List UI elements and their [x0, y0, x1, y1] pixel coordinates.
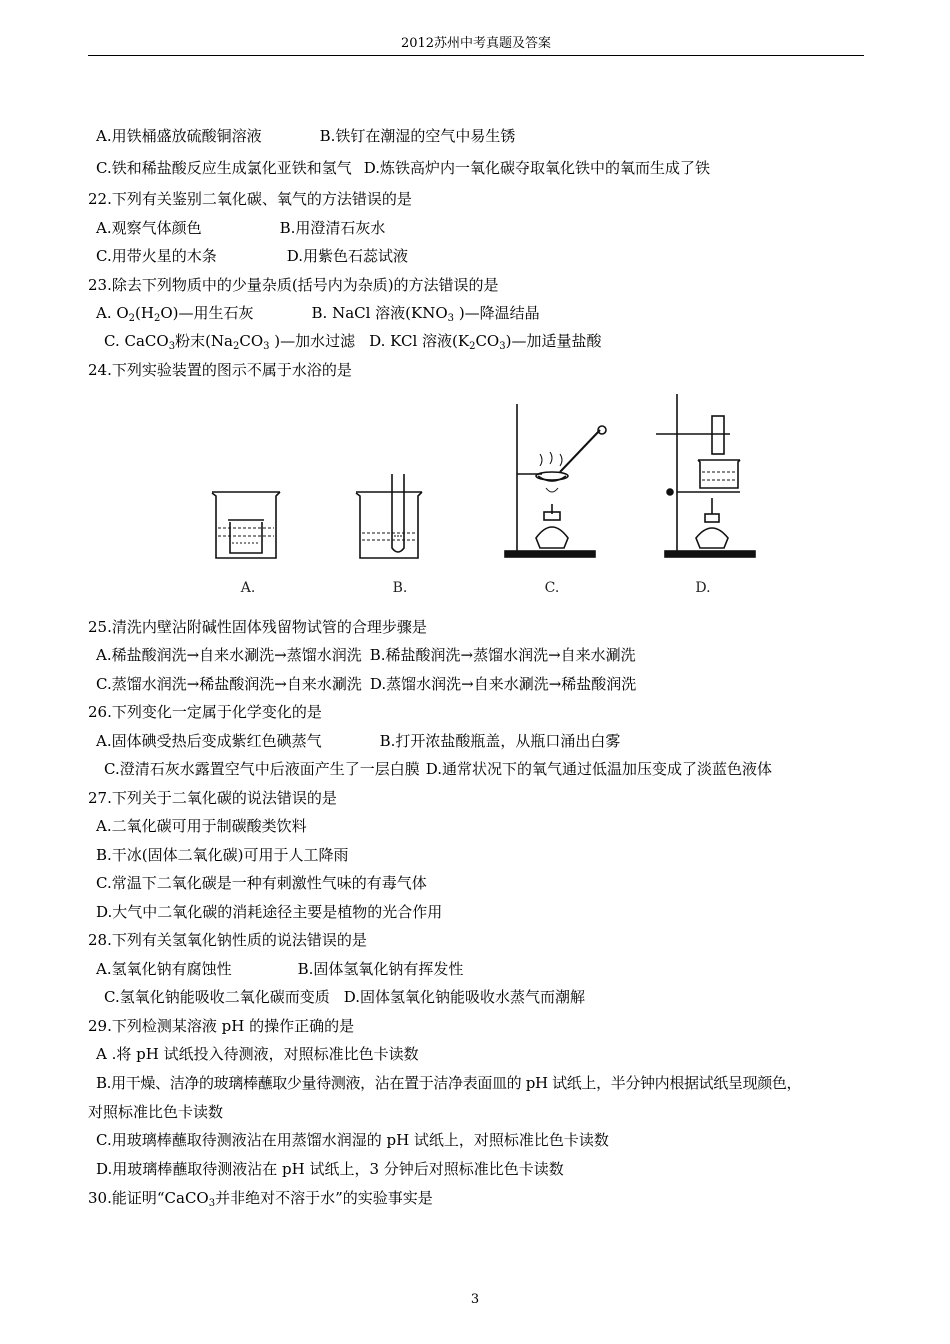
q28-option-a: A.氢氧化钠有腐蚀性	[96, 960, 232, 978]
q25-option-c: C.蒸馏水润洗→稀盐酸润洗→自来水涮洗	[96, 675, 362, 693]
q22-option-b: B.用澄清石灰水	[279, 219, 386, 237]
header-divider	[88, 55, 864, 56]
q23-option-a: A. $O_2(H_2O)—$用生石灰	[96, 304, 254, 324]
q28-option-c: C.氢氧化钠能吸收二氧化碳而变质	[104, 988, 330, 1006]
q27-stem: 27.下列关于二氧化碳的说法错误的是	[88, 789, 337, 807]
figure-label-b: B.	[392, 580, 408, 596]
q26-options-ab	[96, 731, 620, 751]
q28-options-ab	[96, 959, 463, 979]
q26-option-d: D.通常状况下的氧气通过低温加压变成了淡蓝色液体	[425, 760, 772, 778]
q29-stem: 29.下列检测某溶液 pH 的操作正确的是	[88, 1017, 355, 1035]
q29-option-b-line1: B.用干燥、洁净的玻璃棒蘸取少量待测液，沾在置于洁净表面皿的 pH 试纸上，半分钟内根据试纸呈现颜色，	[96, 1074, 802, 1092]
apparatus-b	[356, 474, 422, 558]
figure-label-d: D.	[695, 580, 711, 596]
q23-options-ab	[96, 303, 540, 323]
q28-options-cd	[104, 987, 585, 1007]
q26-option-b: B.打开浓盐酸瓶盖，从瓶口涌出白雾	[379, 732, 621, 750]
q29-option-d: D.用玻璃棒蘸取待测液沾在 pH 试纸上，3 分钟后对照标准比色卡读数	[96, 1160, 564, 1178]
q26-stem: 26.下列变化一定属于化学变化的是	[88, 703, 322, 721]
q21-option-d: D.炼铁高炉内一氧化碳夺取氧化铁中的氧而生成了铁	[363, 159, 710, 177]
q21-options-ab	[96, 126, 515, 146]
q22-options-ab	[96, 218, 385, 238]
q27-option-c: C.常温下二氧化碳是一种有刺激性气味的有毒气体	[96, 874, 427, 892]
q22-option-c: C.用带火星的木条	[96, 247, 217, 265]
q28-option-b: B.固体氢氧化钠有挥发性	[297, 960, 464, 978]
q29-option-a: A .将 pH 试纸投入待测液，对照标准比色卡读数	[96, 1045, 419, 1063]
q23-stem: 23.除去下列物质中的少量杂质(括号内为杂质)的方法错误的是	[88, 276, 499, 294]
q25-options-ab	[96, 645, 636, 665]
page-number: 3	[470, 1292, 480, 1307]
q26-option-c: C.澄清石灰水露置空气中后液面产生了一层白膜	[104, 760, 420, 778]
q23-option-d: D. KCl 溶液$(K_2CO_3)—$加适量盐酸	[369, 332, 602, 352]
q21-option-a: A.用铁桶盛放硫酸铜溶液	[96, 127, 262, 145]
q22-option-a: A.观察气体颜色	[96, 219, 202, 237]
q27-option-d: D.大气中二氧化碳的消耗途径主要是植物的光合作用	[96, 903, 443, 921]
q23-option-b: B. NaCl 溶液($KNO_3$ )—降温结晶	[311, 304, 540, 324]
q28-stem: 28.下列有关氢氧化钠性质的说法错误的是	[88, 931, 367, 949]
q22-options-cd	[96, 246, 408, 266]
q30-stem: 30.能证明“CaCO$_3$并非绝对不溶于水”的实验事实是	[88, 1189, 433, 1209]
apparatus-a	[212, 492, 280, 558]
q21-option-b: B.铁钉在潮湿的空气中易生锈	[319, 127, 516, 145]
q29-option-b-line2: 对照标准比色卡读数	[88, 1103, 224, 1121]
q25-option-b: B.稀盐酸润洗→蒸馏水润洗→自来水涮洗	[369, 646, 636, 664]
q28-option-d: D.固体氢氧化钠能吸收水蒸气而潮解	[343, 988, 585, 1006]
q21-option-c: C.铁和稀盐酸反应生成氯化亚铁和氢气	[96, 159, 352, 177]
apparatus-c	[505, 404, 606, 557]
q29-option-c: C.用玻璃棒蘸取待测液沾在用蒸馏水润湿的 pH 试纸上，对照标准比色卡读数	[96, 1131, 609, 1149]
q26-options-cd	[104, 759, 772, 779]
q22-option-d: D.用紫色石蕊试液	[286, 247, 408, 265]
apparatus-d	[656, 394, 755, 557]
q26-option-a: A.固体碘受热后变成紫红色碘蒸气	[96, 732, 322, 750]
q21-options-cd	[96, 158, 710, 178]
q27-option-b: B.干冰(固体二氧化碳)可用于人工降雨	[96, 846, 349, 864]
q25-option-d: D.蒸馏水润洗→自来水涮洗→稀盐酸润洗	[369, 675, 637, 693]
q25-option-a: A.稀盐酸润洗→自来水涮洗→蒸馏水润洗	[96, 646, 362, 664]
q27-option-a: A.二氧化碳可用于制碳酸类饮料	[96, 817, 307, 835]
q24-stem: 24.下列实验装置的图示不属于水浴的是	[88, 361, 352, 379]
q24-apparatus-figure	[200, 388, 760, 603]
figure-label-a: A.	[240, 580, 256, 596]
q23-options-cd	[104, 331, 601, 351]
q25-stem: 25.清洗内壁沾附碱性固体残留物试管的合理步骤是	[88, 618, 427, 636]
page-header: 2012苏州中考真题及答案	[400, 36, 552, 51]
q23-option-c: C. CaCO$_3$粉末($Na_2CO_3$ )—加水过滤	[104, 332, 356, 352]
q22-stem: 22.下列有关鉴别二氧化碳、氧气的方法错误的是	[88, 190, 412, 208]
figure-label-c: C.	[544, 580, 560, 596]
q25-options-cd	[96, 674, 636, 694]
